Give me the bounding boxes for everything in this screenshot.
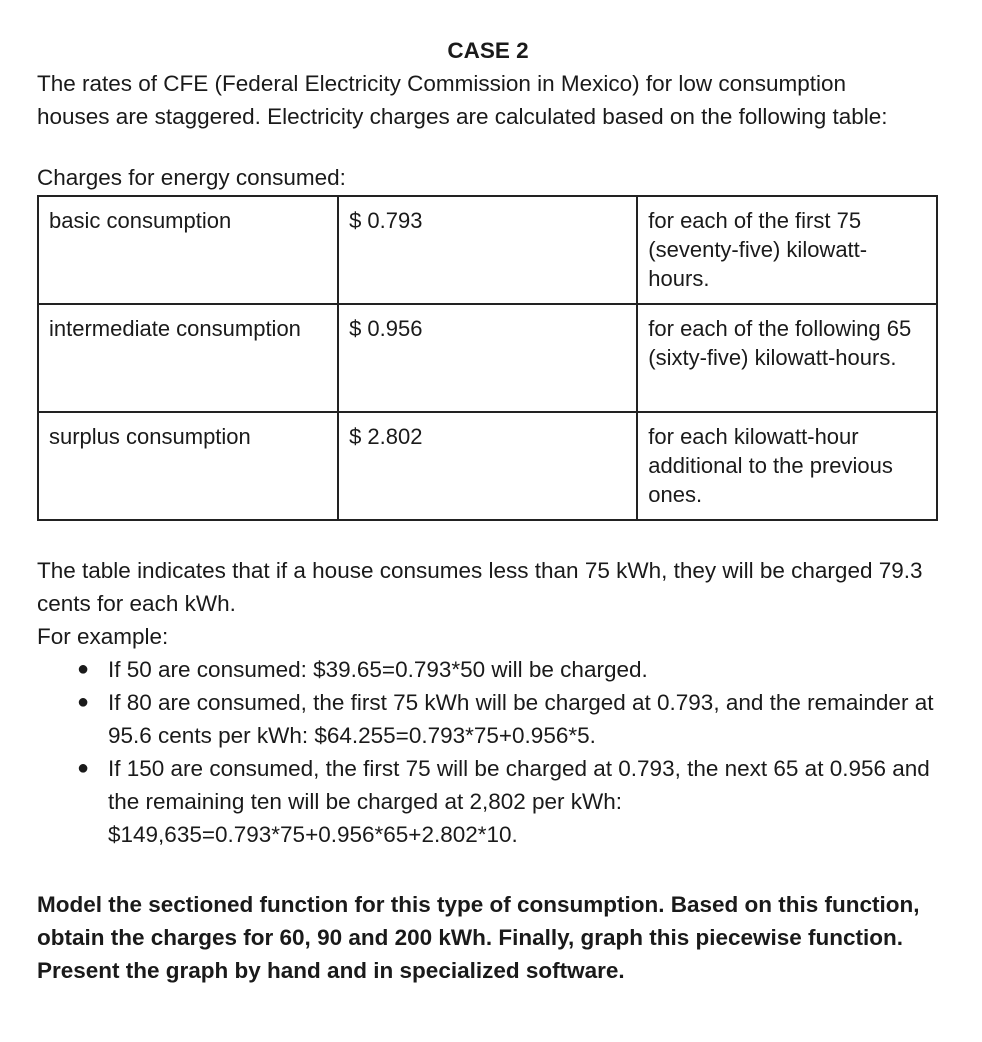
- description-cell: for each of the first 75 (seventy-five) kilowatt-hours.: [637, 196, 937, 304]
- rates-table: [37, 195, 938, 521]
- table-caption: Charges for energy consumed:: [37, 165, 346, 190]
- list-item: [37, 752, 948, 851]
- price-cell: $ 0.793: [338, 196, 637, 304]
- description-cell: for each kilowatt-hour additional to the previous ones.: [637, 412, 937, 520]
- example-text: If 50 are consumed: $39.65=0.793*50 will be charged.: [108, 657, 648, 682]
- bullet-icon: ●: [77, 691, 90, 713]
- intro-paragraph: The rates of CFE (Federal Electricity Commission in Mexico) for low consumption houses are staggered. Electricity charges are calculated based on the following table:: [37, 71, 888, 129]
- task-instructions: Model the sectioned function for this type of consumption. Based on this function, obtain the charges for 60, 90 and 200 kWh. Finally, graph this piecewise function. Present the graph by hand and in specialized software.: [37, 892, 920, 983]
- example-text: If 150 are consumed, the first 75 will be charged at 0.793, the next 65 at 0.956 and the remaining ten will be charged at 2,802 per kWh: $149,635=0.793*75+0.956*65+2.802*10.: [108, 756, 930, 847]
- example-text: If 80 are consumed, the first 75 kWh will be charged at 0.793, and the remainder at 95.6 cents per kWh: $64.255=0.793*75+0.956*5.: [108, 690, 934, 748]
- table-row: [38, 304, 937, 412]
- example-label: For example:: [37, 624, 169, 649]
- list-item: [37, 653, 948, 686]
- description-cell: for each of the following 65 (sixty-five) kilowatt-hours.: [637, 304, 937, 412]
- list-item: [37, 686, 948, 752]
- bullet-icon: ●: [77, 757, 90, 779]
- document-page: [37, 34, 947, 987]
- bullet-icon: ●: [77, 658, 90, 680]
- table-row: [38, 196, 937, 304]
- category-cell: basic consumption: [38, 196, 338, 304]
- explanation-paragraph: The table indicates that if a house consumes less than 75 kWh, they will be charged 79.3 cents for each kWh.: [37, 558, 923, 616]
- category-cell: surplus consumption: [38, 412, 338, 520]
- examples-list: [37, 653, 947, 851]
- table-row: [38, 412, 937, 520]
- category-cell: intermediate consumption: [38, 304, 338, 412]
- price-cell: $ 0.956: [338, 304, 637, 412]
- case-title: CASE 2: [447, 38, 529, 63]
- price-cell: $ 2.802: [338, 412, 637, 520]
